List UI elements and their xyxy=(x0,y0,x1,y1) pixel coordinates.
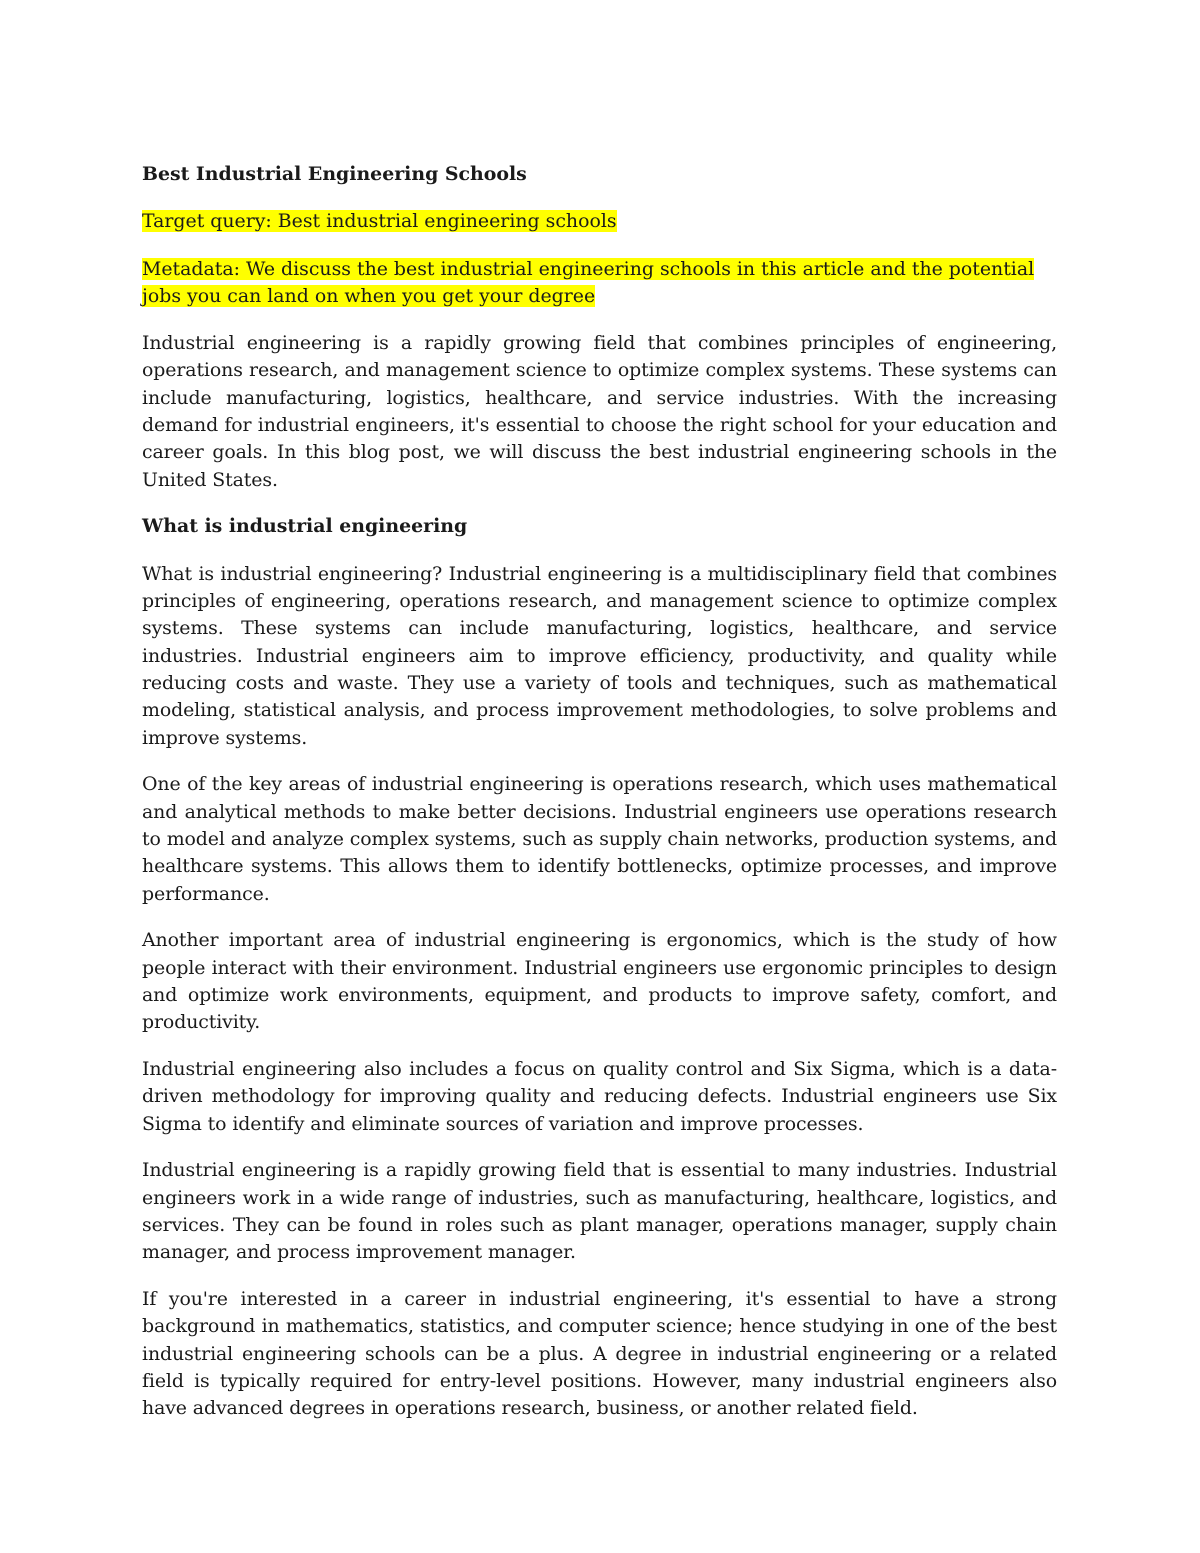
target-query-highlight: Target query: Best industrial engineering schools xyxy=(142,210,617,233)
body-paragraph-6: If you're interested in a career in industrial engineering, it's essential to have a strong background in mathematics, statistics, and computer science; hence studying in one of the best industrial engineering schools can be a plus. A degree in industrial engineering or a related field is typically required for entry-level positions. However, many industrial engineers also have advanced degrees in operations research, business, or another related field. xyxy=(142,1288,1057,1420)
target-query-line xyxy=(142,208,1057,235)
document-title: Best Industrial Engineering Schools xyxy=(142,163,527,185)
body-paragraph-3: Another important area of industrial engineering is ergonomics, which is the study of how people interact with their environment. Industrial engineers use ergonomic principles to design and optimize work environments, equipment, and products to improve safety, comfort, and productivity. xyxy=(142,929,1057,1034)
body-paragraph-1: What is industrial engineering? Industrial engineering is a multidisciplinary field that combines principles of engineering, operations research, and management science to optimize complex systems. These systems can include manufacturing, logistics, healthcare, and service industries. Industrial engineers aim to improve efficiency, productivity, and quality while reducing costs and waste. They use a variety of tools and techniques, such as mathematical modeling, statistical analysis, and process improvement methodologies, to solve problems and improve systems. xyxy=(142,562,1057,749)
metadata-highlight: Metadata: We discuss the best industrial engineering schools in this article and the potential jobs you can land on when you get your degree xyxy=(142,257,1035,307)
body-paragraph-4: Industrial engineering also includes a focus on quality control and Six Sigma, which is a data-driven methodology for improving quality and reducing defects. Industrial engineers use Six Sigma to identify and eliminate sources of variation and improve processes. xyxy=(142,1058,1057,1135)
body-paragraph-5: Industrial engineering is a rapidly growing field that is essential to many industries. Industrial engineers work in a wide range of industries, such as manufacturing, healthcare, logistics, and services. They can be found in roles such as plant manager, operations manager, supply chain manager, and process improvement manager. xyxy=(142,1159,1057,1264)
body-paragraph-2: One of the key areas of industrial engineering is operations research, which uses mathematical and analytical methods to make better decisions. Industrial engineers use operations research to model and analyze complex systems, such as supply chain networks, production systems, and healthcare systems. This allows them to identify bottlenecks, optimize processes, and improve performance. xyxy=(142,773,1057,905)
metadata-line xyxy=(142,256,1057,311)
intro-paragraph: Industrial engineering is a rapidly growing field that combines principles of engineering, operations research, and management science to optimize complex systems. These systems can include manufacturing, logistics, healthcare, and service industries. With the increasing demand for industrial engineers, it's essential to choose the right school for your education and career goals. In this blog post, we will discuss the best industrial engineering schools in the United States. xyxy=(142,332,1057,491)
document-body xyxy=(142,161,1057,1442)
section-heading: What is industrial engineering xyxy=(142,515,468,538)
